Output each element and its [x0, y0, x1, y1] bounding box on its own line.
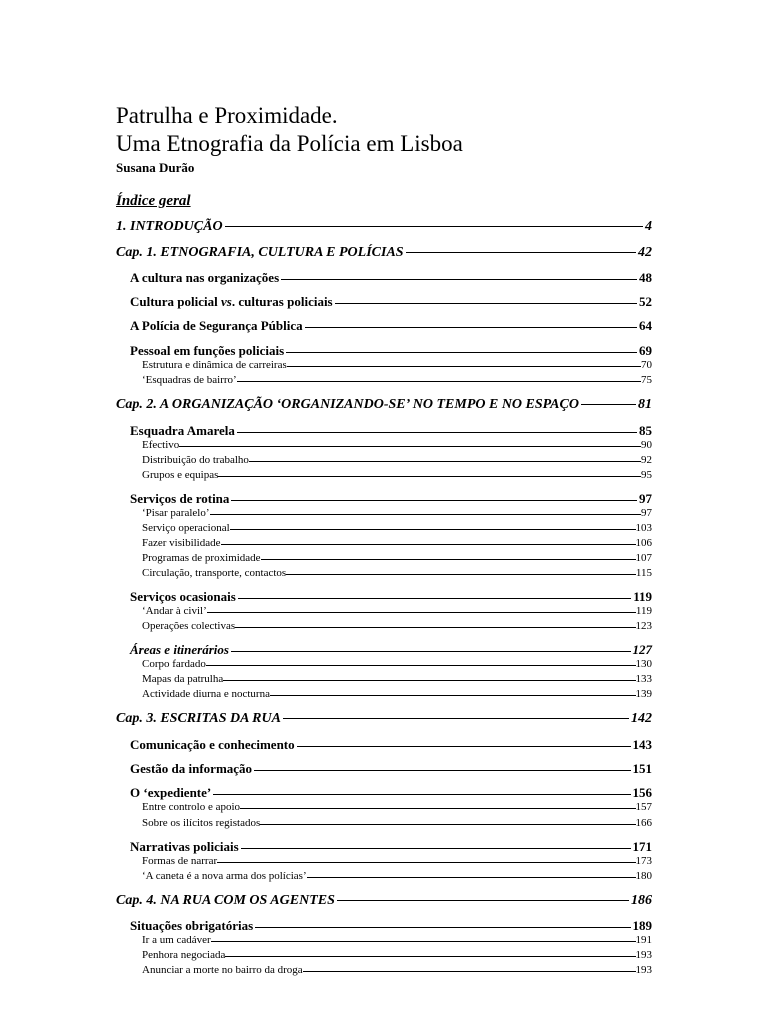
toc-leader-line	[231, 500, 637, 501]
toc-page-number: 115	[635, 567, 652, 579]
toc-leader-line	[335, 303, 637, 304]
toc-leader-line	[303, 971, 636, 972]
toc-leader-line	[337, 900, 629, 901]
toc-leader-line	[207, 612, 636, 613]
toc-leader-line	[206, 665, 636, 666]
document-title-line-1: Patrulha e Proximidade.	[116, 103, 338, 128]
toc-page-number: 97	[639, 491, 652, 506]
toc-entry-label: Gestão da informação	[130, 761, 253, 776]
toc-entry	[130, 761, 652, 777]
toc-page-number: 97	[641, 507, 652, 519]
toc-leader-line	[261, 559, 636, 560]
toc-entry-label: Penhora negociada	[142, 949, 226, 961]
toc-entry-label: Ir a um cadáver	[142, 934, 211, 946]
toc-entry	[130, 270, 652, 286]
toc-entry	[142, 522, 652, 534]
toc-entry-label: ‘Esquadras de bairro’	[142, 374, 237, 386]
toc-leader-line	[230, 529, 636, 530]
toc-page-number: 151	[632, 761, 652, 776]
toc-entry	[130, 785, 652, 801]
toc-page-number: 69	[639, 343, 652, 358]
toc-entry	[130, 918, 652, 934]
toc-page-number: 52	[639, 294, 652, 309]
toc-leader-line	[225, 226, 643, 227]
toc-page-number: 107	[635, 552, 652, 564]
toc-leader-line	[240, 808, 635, 809]
toc-entry-label: Cap. 3. ESCRITAS DA RUA	[116, 711, 281, 726]
toc-entry-label: Formas de narrar	[142, 855, 218, 867]
toc-entry-label: Sobre os ilícitos registados	[142, 817, 261, 829]
toc-entry	[142, 507, 652, 519]
toc-leader-line	[210, 514, 642, 515]
toc-page-number: 85	[639, 423, 652, 438]
toc-leader-line	[286, 574, 636, 575]
toc-entry	[142, 817, 652, 829]
toc-entry	[142, 620, 652, 632]
toc-entry-label: Programas de proximidade	[142, 552, 261, 564]
toc-entry	[130, 318, 652, 334]
toc-entry	[130, 839, 652, 855]
toc-entry	[142, 949, 652, 961]
toc-entry-label: O ‘expediente’	[130, 785, 212, 800]
toc-leader-line	[237, 381, 641, 382]
toc-page-number: 130	[635, 658, 652, 670]
toc-entry-label: ‘Pisar paralelo’	[142, 507, 210, 519]
toc-entry-label: Actividade diurna e nocturna	[142, 688, 270, 700]
toc-leader-line	[218, 476, 641, 477]
toc-page-number: 133	[635, 673, 652, 685]
toc-page-number: 127	[632, 642, 652, 657]
toc-leader-line	[179, 446, 641, 447]
toc-page-number: 143	[632, 737, 652, 752]
toc-entry-label: ‘Andar à civil’	[142, 605, 207, 617]
toc-page-number: 186	[631, 893, 652, 908]
toc-leader-line	[287, 366, 641, 367]
toc-leader-line	[217, 862, 635, 863]
toc-leader-line	[270, 695, 636, 696]
toc-entry	[130, 423, 652, 439]
toc-entry-label: Mapas da patrulha	[142, 673, 224, 685]
toc-entry	[142, 374, 652, 386]
toc-leader-line	[307, 877, 636, 878]
toc-page-number: 81	[638, 397, 652, 412]
toc-page-number: 189	[632, 918, 652, 933]
toc-leader-line	[241, 848, 631, 849]
toc-entry-label: Esquadra Amarela	[130, 423, 235, 438]
toc-entry-label: Entre controlo e apoio	[142, 801, 241, 813]
toc-page-number: 173	[635, 855, 652, 867]
author-name: Susana Durão	[116, 160, 195, 175]
toc-entry	[142, 552, 652, 564]
index-heading: Índice geral	[116, 193, 191, 209]
toc-entry	[142, 934, 652, 946]
toc-entry-label: Serviços de rotina	[130, 491, 230, 506]
toc-entry-label: Comunicação e conhecimento	[130, 737, 295, 752]
toc-entry-label: Cap. 2. A ORGANIZAÇÃO ‘ORGANIZANDO-SE’ NO TEMPO E NO ESPAÇO	[116, 397, 579, 412]
toc-entry-label-part: . culturas policiais	[231, 294, 333, 309]
document-title-line-2: Uma Etnografia da Polícia em Lisboa	[116, 131, 463, 156]
toc-leader-line	[305, 327, 637, 328]
toc-page-number: 103	[635, 522, 652, 534]
toc-leader-line	[283, 718, 629, 719]
toc-leader-line	[255, 927, 630, 928]
toc-page-number: 166	[635, 817, 652, 829]
toc-page-number: 171	[632, 839, 652, 854]
toc-entry	[116, 893, 652, 909]
toc-leader-line	[235, 627, 635, 628]
toc-entry	[130, 491, 652, 507]
toc-entry	[116, 397, 652, 413]
toc-leader-line	[213, 794, 630, 795]
toc-entry-label: A cultura nas organizações	[130, 270, 280, 285]
toc-leader-line	[249, 461, 641, 462]
toc-entry	[142, 567, 652, 579]
toc-entry	[142, 537, 652, 549]
toc-entry	[142, 673, 652, 685]
toc-entry	[142, 454, 652, 466]
toc-page-number: 92	[641, 454, 652, 466]
toc-entry	[142, 855, 652, 867]
toc-entry	[142, 658, 652, 670]
toc-entry-label: 1. INTRODUÇÃO	[116, 219, 223, 234]
toc-entry	[130, 589, 652, 605]
toc-entry-label: Circulação, transporte, contactos	[142, 567, 287, 579]
toc-entry-label: Cap. 4. NA RUA COM OS AGENTES	[116, 893, 335, 908]
toc-entry-label: Pessoal em funções policiais	[130, 343, 285, 358]
toc-page-number: 48	[639, 270, 652, 285]
toc-page-number: 142	[631, 711, 652, 726]
toc-leader-line	[260, 824, 635, 825]
toc-entry	[142, 469, 652, 481]
toc-entry-label: Anunciar a morte no bairro da droga	[142, 964, 303, 976]
toc-leader-line	[254, 770, 630, 771]
toc-entry	[142, 359, 652, 371]
toc-entry	[142, 801, 652, 813]
toc-entry-label: Operações colectivas	[142, 620, 236, 632]
toc-leader-line	[286, 352, 637, 353]
toc-entry	[130, 642, 652, 658]
toc-entry	[130, 294, 652, 310]
toc-entry	[142, 605, 652, 617]
toc-entry-label-part: Cultura policial	[130, 294, 222, 309]
toc-leader-line	[223, 680, 635, 681]
toc-page-number: 75	[641, 374, 652, 386]
toc-entry-label	[130, 294, 333, 310]
toc-page-number: 42	[638, 245, 652, 260]
toc-leader-line	[238, 598, 631, 599]
toc-entry-label: Grupos e equipas	[142, 469, 219, 481]
toc-page-number: 4	[645, 219, 652, 234]
toc-entry	[130, 737, 652, 753]
toc-leader-line	[281, 279, 637, 280]
toc-entry-label: Serviço operacional	[142, 522, 230, 534]
toc-entry-label: Áreas e itinerários	[130, 642, 229, 657]
toc-leader-line	[406, 252, 636, 253]
toc-entry-label: Estrutura e dinâmica de carreiras	[142, 359, 287, 371]
toc-page-number: 95	[641, 469, 652, 481]
toc-page-number: 123	[635, 620, 652, 632]
toc-entry-label: Distribuição do trabalho	[142, 454, 249, 466]
toc-page-number: 90	[641, 439, 652, 451]
toc-leader-line	[231, 651, 631, 652]
toc-page-number: 193	[635, 964, 652, 976]
toc-leader-line	[297, 746, 631, 747]
toc-entry-label-part: vs	[221, 294, 232, 309]
toc-entry-label: Efectivo	[142, 439, 180, 451]
toc-page-number: 119	[635, 605, 652, 617]
toc-page-number: 119	[633, 589, 652, 604]
toc-entry	[130, 343, 652, 359]
toc-page-number: 180	[635, 870, 652, 882]
toc-leader-line	[581, 404, 636, 405]
toc-entry	[142, 870, 652, 882]
toc-entry	[116, 245, 652, 261]
toc-leader-line	[225, 956, 635, 957]
toc-page-number: 64	[639, 318, 652, 333]
toc-leader-line	[221, 544, 636, 545]
toc-entry	[142, 439, 652, 451]
toc-entry-label: Fazer visibilidade	[142, 537, 221, 549]
toc-entry-label: Serviços ocasionais	[130, 589, 236, 604]
toc-entry-label: A Polícia de Segurança Pública	[130, 318, 303, 333]
toc-entry	[116, 711, 652, 727]
toc-entry-label: ‘A caneta é a nova arma dos polícias’	[142, 870, 307, 882]
toc-entry-label: Situações obrigatórias	[130, 918, 254, 933]
toc-entry-label: Corpo fardado	[142, 658, 206, 670]
toc-entry	[142, 688, 652, 700]
toc-page-number: 191	[635, 934, 652, 946]
toc-leader-line	[237, 432, 637, 433]
toc-leader-line	[211, 941, 636, 942]
toc-page-number: 157	[635, 801, 652, 813]
toc-entry	[116, 219, 652, 235]
toc-page-number: 156	[632, 785, 652, 800]
toc-entry-label: Narrativas policiais	[130, 839, 239, 854]
toc-entry-label: Cap. 1. ETNOGRAFIA, CULTURA E POLÍCIAS	[116, 245, 404, 260]
toc-page-number: 193	[635, 949, 652, 961]
toc-page-number: 139	[635, 688, 652, 700]
toc-page-number: 70	[641, 359, 652, 371]
toc-entry	[142, 964, 652, 976]
toc-page-number: 106	[635, 537, 652, 549]
